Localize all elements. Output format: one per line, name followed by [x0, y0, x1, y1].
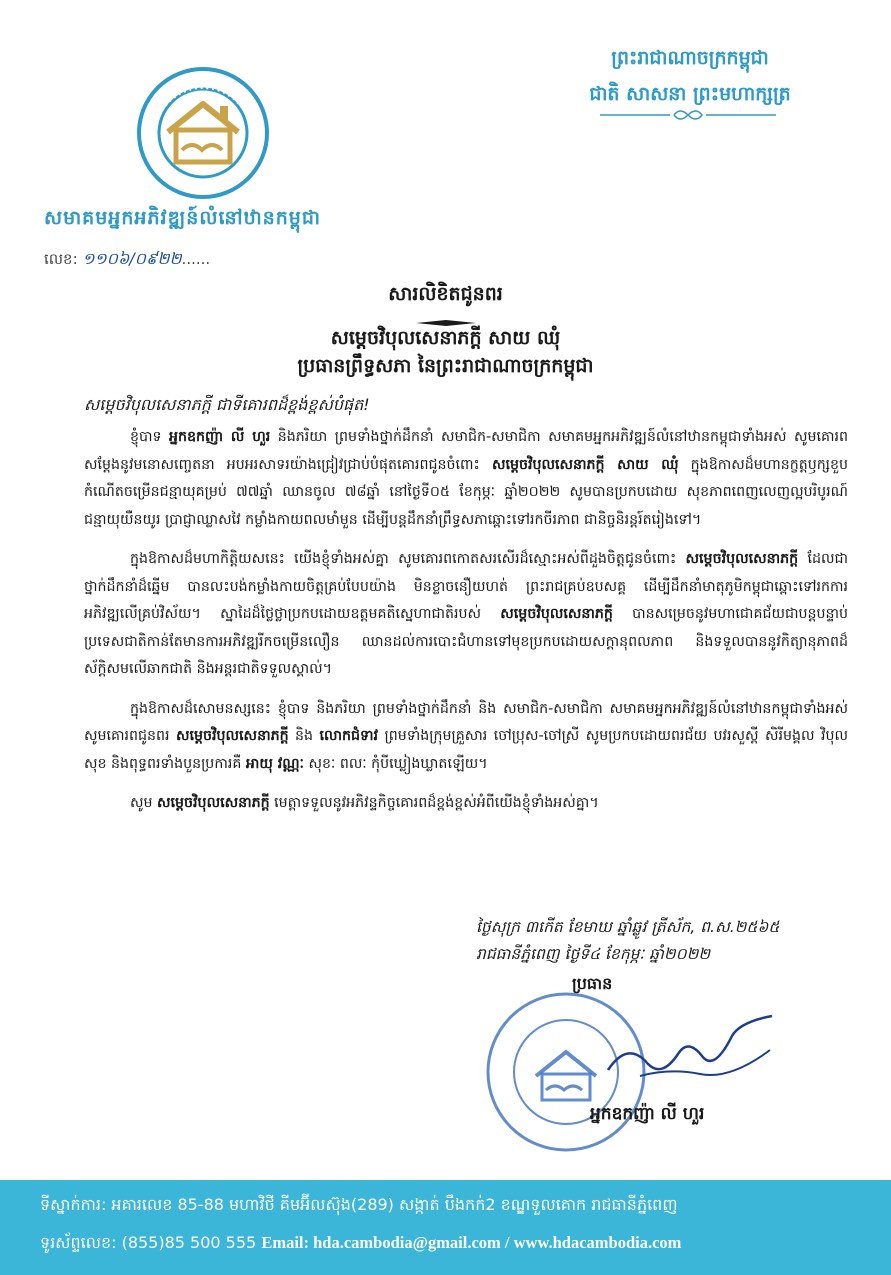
bold-text: សម្តេចវិបុលសេនាភក្តី [176, 728, 289, 744]
text: ក្នុងឱកាសដ៏សោមនស្សនេះ ខ្ញុំបាទ និងភរិយា ព្រមទាំងថ្នាក់ដឹកនាំ និង សមាជិក-សមាជិកា សមាគមអ្នកអភិវឌ្ឍន៍លំនៅឋានកម្ពុជាទាំងអស់ សូមគោរពជូនពរ [84, 700, 848, 744]
title-line-3: ប្រធានព្រឹទ្ធសភា នៃព្រះរាជាណាចក្រកម្ពុជា [297, 355, 594, 377]
salutation: សម្តេចវិបុលសេនាភក្តី ជាទីគោរពដ៏ខ្ពង់ខ្ពស់បំផុត! [84, 395, 370, 414]
association-logo [136, 66, 270, 200]
letter-title [120, 280, 771, 380]
text: សុខៈ ពលៈ កុំបីឃ្លៀងឃ្លាតឡើយ។ [303, 755, 488, 772]
text: ព្រមទាំងក្រុមគ្រួសារ ចៅប្រុស-ចៅស្រី សូមប្រកបដោយពរជ័យ បវរសួស្តី សិរីមង្គល វិបុលសុខ និងពុទ្ធពរទាំងបួនប្រការគឺ [84, 728, 848, 772]
lunar-date: ថ្ងៃសុក្រ ៣កើត ខែមាឃ ឆ្នាំឆ្លូវ ត្រីស័ក, ព.ស.២៥៦៥ [476, 918, 780, 936]
contact-separator: / [500, 1233, 514, 1252]
reference-number [44, 248, 210, 272]
kingdom-motto [540, 40, 840, 112]
footer-contact [40, 1232, 681, 1256]
date-block [420, 914, 891, 968]
association-name: សមាគមអ្នកអភិវឌ្ឍន៍លំនៅឋានកម្ពុជា [44, 207, 321, 229]
signer-role: ប្រធាន [572, 974, 613, 993]
title-line-1: សារលិខិតជូនពរ [388, 283, 503, 305]
email-label: Email: [261, 1233, 314, 1252]
bold-text: សម្តេចវិបុលសេនាភក្តី [685, 551, 799, 567]
bold-text: លោកជំទាវ [319, 728, 379, 744]
text: ក្នុងឱកាសដ៏មហាកិត្តិយសនេះ យើងខ្ញុំទាំងអស់គ្នា សូមគោរពកោតសរសើរដ៏ស្មោះអស់ពីដួងចិត្តជូនចំពោះ [130, 551, 686, 567]
bold-text: អាយុ វណ្ណៈ [245, 755, 304, 772]
signer-name: អ្នកឧកញ៉ា លី ហួរ [590, 1104, 705, 1124]
bold-text: សម្តេចវិបុលសេនាភក្តី [157, 795, 270, 811]
text: ដែលជាថ្នាក់ដឹកនាំដ៏ឆ្នើម បានលះបង់កម្លាំងកាយចិត្តគ្រប់បែបយ៉ាង មិនខ្លាចនឿយហត់ ព្រះរាជគ្រប់ឧបសគ្គ ដើម្បីដឹកនាំមាតុភូមិកម្ពុជាឆ្ពោះទៅរកការអភិវឌ្ឍលើគ្រប់វិស័យ។ ស្នាដៃដ៏ថ្លៃថ្លាប្រកបដោយឧត្តមគតិស្នេហាជាតិរបស់ [84, 551, 848, 622]
bold-text: អ្នកឧកញ៉ា លី ហួរ [168, 429, 271, 445]
website-link[interactable]: www.hdacambodia.com [513, 1233, 682, 1252]
text: បានសម្រេចនូវមហាជោគជ័យជាបន្តបន្ទាប់ ប្រទេសជាតិកាន់តែមានការអភិវឌ្ឍរីកចម្រើនលឿន ឈានដល់ការបោះជំហានទៅមុខប្រកបដោយសក្តានុពលភាព និងទទួលបាននូវកិត្យានុភាពដ៏ស័ក្តិសមលើឆាកជាតិ និងអន្តរជាតិទទួលស្គាល់។ [84, 606, 849, 677]
handwritten-signature [600, 1010, 780, 1090]
email-link[interactable]: hda.cambodia@gmail.com [313, 1233, 501, 1252]
paragraph-3 [84, 696, 848, 779]
reference-label: លេខ: [44, 250, 78, 268]
kingdom-line: ព្រះរាជាណាចក្រកម្ពុជា [611, 47, 769, 69]
city-date: រាជធានីភ្នំពេញ ថ្ងៃទី៤ ខែកុម្ភៈ ឆ្នាំ២០២២ [476, 945, 711, 963]
bold-text: សម្តេចវិបុលសេនាភក្តី [500, 606, 613, 622]
reference-value: ១១០៦/០៩២២ [82, 249, 182, 268]
ornament-divider [600, 106, 776, 124]
text: មេត្តាទទួលនូវអភិវន្ទកិច្ចគោរពដ៏ខ្ពង់ខ្ពស់អំពីយើងខ្ញុំទាំងអស់គ្នា។ [269, 795, 599, 811]
letter-body [84, 424, 848, 830]
paragraph-4 [84, 790, 848, 818]
text: ក្នុងឱកាសដ៏មហានក្ខត្តឫក្សខួបកំណើតចម្រើនជន្មាយុគម្រប់ ៧៧ឆ្នាំ ឈានចូល ៧៨ឆ្នាំ នៅថ្ងៃទី០៥ ខែកុម្ភៈ ឆ្នាំ២០២២ សូមបានប្រកបដោយ សុខភាពពេញលេញល្អបរិបូរណ៍ ជន្មាយុយឺនយូរ ប្រាជ្ញាឈ្លាសវៃ កម្លាំងកាយពលមាំមួន ដើម្បីបន្តដឹកនាំព្រឹទ្ធសភាឆ្ពោះទៅរកចីរភាព ជានិច្ចនិរន្តរ៍តរៀងទៅ។ [84, 456, 849, 528]
bold-text: សម្តេចវិបុលសេនាភក្តី សាយ ឈុំ [491, 456, 679, 473]
phone-label: ទូរស័ព្ទលេខ: [40, 1233, 122, 1252]
title-line-2: សម្តេចវិបុលសេនាភក្តី សាយ ឈុំ [330, 327, 561, 349]
footer-address: ទីស្នាក់ការ: អគារលេខ 85-88 មហាវិថី គីមអ៊ីលស៊ុង(289) សង្កាត់ បឹងកក់2 ខណ្ឌទួលគោក រាជធានីភ្នំពេញ [40, 1195, 678, 1214]
text: និង [288, 728, 320, 744]
footer-bar [0, 1180, 891, 1275]
reference-dots: ...... [181, 250, 211, 268]
text: និងភរិយា ព្រមទាំងថ្នាក់ដឹកនាំ សមាជិក-សមាជិកា សមាគមអ្នកអភិវឌ្ឍន៍លំនៅឋានកម្ពុជាទាំងអស់ សូមគោរពសម្តែងនូវមនោសញ្ចេតនា អបអរសាទរយ៉ាងជ្រៀវជ្រាប់បំផុតគោរពជូនចំពោះ [84, 429, 848, 473]
paragraph-1 [84, 424, 848, 534]
title-divider [416, 312, 476, 320]
phone-number: (855)85 500 555 [121, 1233, 257, 1252]
nation-religion-king-line: ជាតិ សាសនា ព្រះមហាក្សត្រ [589, 83, 791, 105]
paragraph-2 [84, 546, 848, 684]
text: ខ្ញុំបាទ [130, 429, 169, 445]
text: សូម [130, 795, 158, 811]
